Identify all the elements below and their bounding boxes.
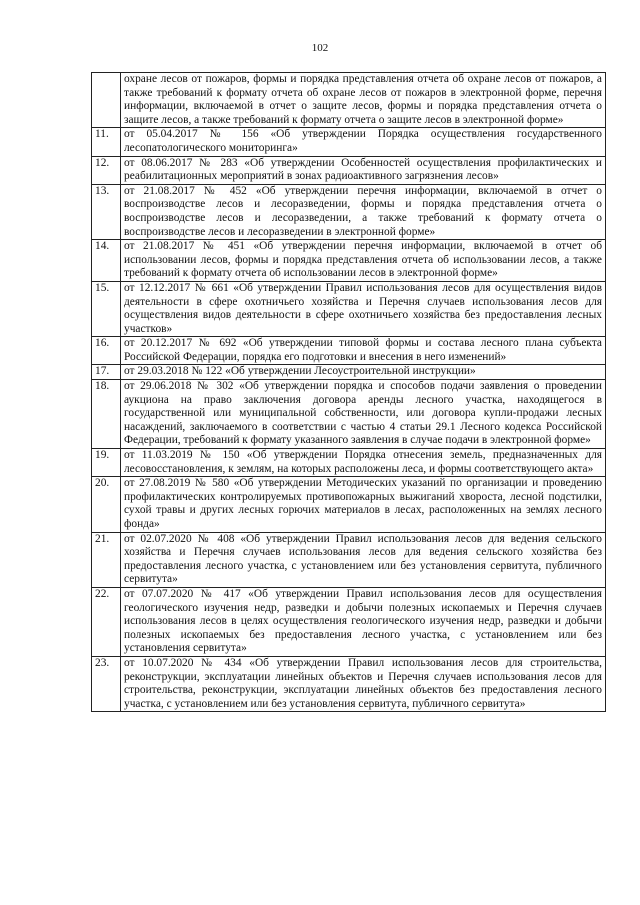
row-text: от 10.07.2020 № 434 «Об утверждении Правил использования лесов для строительства, реконструкции, эксплуатации линейных объектов и Перечня случаев использования лесов для строительства, реконструкции, эксплуатации линейных объектов без предоставления лесного участка, с установлением или без установления сервитута, публичного сервитута» [121, 656, 606, 711]
row-number: 22. [92, 587, 121, 656]
row-text: от 05.04.2017 № 156 «Об утверждении Порядка осуществления государственного лесопатологического мониторинга» [121, 128, 606, 156]
table-row [92, 156, 606, 184]
table-row [92, 128, 606, 156]
row-number: 18. [92, 380, 121, 449]
row-text: охране лесов от пожаров, формы и порядка представления отчета об охране лесов от пожаров, а также требований к формату отчета об охране лесов от пожаров в электронной форме, перечня информации, включаемой в отчет о защите лесов, формы и порядка представления отчета о защите лесов, а также требований к формату отчета о защите лесов в электронной форме» [121, 73, 606, 128]
table-row [92, 73, 606, 128]
row-text: от 29.06.2018 № 302 «Об утверждении порядка и способов подачи заявления о проведении аукциона на право заключения договора аренды лесного участка, находящегося в государственной или муниципальной собственности, или договора купли-продажи лесных насаждений, заключаемого в соответствии с частью 4 статьи 29.1 Лесного кодекса Российской Федерации, требований к формату указанного заявления в случае подачи в электронной форме» [121, 380, 606, 449]
regulations-table-body [92, 73, 606, 712]
row-text: от 08.06.2017 № 283 «Об утверждении Особенностей осуществления профилактических и реабилитационных мероприятий в зонах радиоактивного загрязнения лесов» [121, 156, 606, 184]
row-number: 17. [92, 365, 121, 380]
row-text: от 29.03.2018 № 122 «Об утверждении Лесоустроительной инструкции» [121, 365, 606, 380]
row-text: от 27.08.2019 № 580 «Об утверждении Методических указаний по организации и проведению профилактических контролируемых противопожарных выжиганий хвороста, лесной подстилки, сухой травы и других лесных горючих материалов в лесах, расположенных на землях лесного фонда» [121, 477, 606, 532]
row-number: 11. [92, 128, 121, 156]
row-text: от 20.12.2017 № 692 «Об утверждении типовой формы и состава лесного плана субъекта Российской Федерации, порядка его подготовки и внесения в него изменений» [121, 337, 606, 365]
table-row [92, 184, 606, 239]
row-text: от 11.03.2019 № 150 «Об утверждении Порядка отнесения земель, предназначенных для лесовосстановления, к землям, на которых расположены леса, и формы соответствующего акта» [121, 449, 606, 477]
table-row [92, 380, 606, 449]
table-row [92, 477, 606, 532]
table-row [92, 281, 606, 336]
table-row [92, 532, 606, 587]
row-number: 13. [92, 184, 121, 239]
row-text: от 21.08.2017 № 452 «Об утверждении перечня информации, включаемой в отчет о воспроизводстве лесов и лесоразведении, формы и порядка представления отчета о воспроизводстве лесов и лесоразведении, а также требований к формату отчета о воспроизводстве лесов и лесоразведении в электронной форме» [121, 184, 606, 239]
row-text: от 02.07.2020 № 408 «Об утверждении Правил использования лесов для ведения сельского хозяйства и Перечня случаев использования лесов для ведения сельского хозяйства без предоставления лесного участка, с установлением или без установления сервитута, публичного сервитута» [121, 532, 606, 587]
table-row [92, 337, 606, 365]
row-number [92, 73, 121, 128]
row-number: 14. [92, 240, 121, 282]
table-row [92, 656, 606, 711]
regulations-table [91, 72, 606, 712]
page-number: 102 [311, 42, 329, 54]
row-number: 20. [92, 477, 121, 532]
row-text: от 21.08.2017 № 451 «Об утверждении перечня информации, включаемой в отчет об использовании лесов, формы и порядка представления отчета об использовании лесов, а также требований к формату отчета об использовании лесов в электронной форме» [121, 240, 606, 282]
row-number: 21. [92, 532, 121, 587]
table-row [92, 587, 606, 656]
row-text: от 07.07.2020 № 417 «Об утверждении Правил использования лесов для осуществления геологического изучения недр, разведки и добычи полезных ископаемых и Перечня случаев использования лесов в целях осуществления геологического изучения недр, разведки и добычи полезных ископаемых без предоставления лесного участка, с установлением или без установления сервитута» [121, 587, 606, 656]
row-text: от 12.12.2017 № 661 «Об утверждении Правил использования лесов для осуществления видов деятельности в сфере охотничьего хозяйства и Перечня случаев использования лесов для осуществления видов деятельности в сфере охотничьего хозяйства без предоставления лесных участков» [121, 281, 606, 336]
row-number: 19. [92, 449, 121, 477]
row-number: 12. [92, 156, 121, 184]
row-number: 23. [92, 656, 121, 711]
table-row [92, 365, 606, 380]
table-row [92, 240, 606, 282]
table-row [92, 449, 606, 477]
row-number: 16. [92, 337, 121, 365]
row-number: 15. [92, 281, 121, 336]
